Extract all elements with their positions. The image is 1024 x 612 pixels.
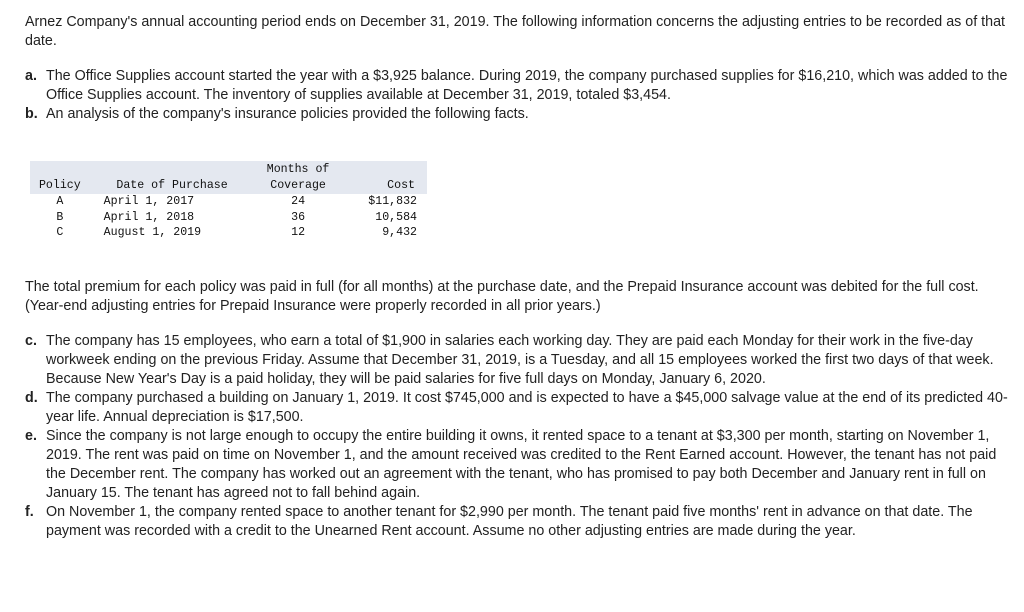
item-label-c: c. (25, 333, 37, 349)
cell-policy: C (56, 226, 64, 240)
header-months-of-coverage (254, 161, 341, 194)
cell-policy: A (56, 195, 64, 209)
item-text-a: The Office Supplies account started the year with a $3,925 balance. During 2019, the company purchased supplies for $16,210, which was added to the Office Supplies account. The inventory of supplies available at December 31, 2019, totaled $3,454. (46, 68, 1008, 103)
cell-date: April 1, 2017 (103, 195, 195, 209)
item-text-b: An analysis of the company's insurance policies provided the following facts. (46, 106, 529, 122)
cell-date: April 1, 2018 (103, 210, 195, 224)
cell-cost: $11,832 (368, 195, 417, 209)
intro-paragraph: Arnez Company's annual accounting period ends on December 31, 2019. The following information concerns the adjusting entries to be recorded as of that date. (25, 14, 1006, 49)
list-item-d (25, 389, 1015, 427)
table-row (30, 210, 427, 226)
item-text-f: On November 1, the company rented space to another tenant for $2,990 per month. The tenant paid five months' rent in advance on that date. The payment was recorded with a credit to the Unearned Rent account. Assume no other adjusting entries are made during the year. (46, 504, 973, 539)
list-item-a (25, 67, 1015, 105)
table-row (30, 194, 427, 210)
cell-cost: 10,584 (375, 210, 417, 224)
header-date-of-purchase: Date of Purchase (116, 178, 228, 192)
items-a-b-list (25, 67, 1015, 124)
cell-months: 24 (291, 195, 306, 209)
items-c-f-list (25, 332, 1015, 541)
item-text-c: The company has 15 employees, who earn a total of $1,900 in salaries each working day. They are paid each Monday for their work in the five-day workweek ending on the previous Friday. Assume that December 31, 2019, is a Tuesday, and all 15 employees worked the first two days of that week. Because New Year's Day is a paid holiday, they will be paid salaries for five full days on Monday, January 6, 2020. (46, 333, 994, 387)
item-label-b: b. (25, 106, 38, 122)
item-label-d: d. (25, 390, 38, 406)
item-label-a: a. (25, 68, 37, 84)
cell-months: 36 (291, 210, 306, 224)
table-header-row (30, 161, 427, 194)
cell-date: August 1, 2019 (103, 226, 202, 240)
list-item-b (25, 105, 1015, 124)
item-label-e: e. (25, 428, 37, 444)
item-text-e: Since the company is not large enough to occupy the entire building it owns, it rented space to a tenant at $3,300 per month, starting on November 1, 2019. The rent was paid on time on November 1, and the amount received was credited to the Rent Earned account. However, the tenant has not paid the December rent. The company has worked out an agreement with the tenant, who has promised to pay both December and January rent in full on January 15. The tenant has agreed not to fall behind again. (46, 428, 997, 501)
list-item-f (25, 503, 1015, 541)
cell-cost: 9,432 (382, 226, 417, 240)
header-cost: Cost (387, 178, 415, 192)
header-months-line2: Coverage (270, 178, 326, 192)
insurance-policy-table (30, 161, 427, 241)
premium-paragraph: The total premium for each policy was paid in full (for all months) at the purchase date, and the Prepaid Insurance account was debited for the full cost. (Year-end adjusting entries for Prepaid Insurance were properly recorded in all prior years.) (25, 279, 979, 314)
cell-months: 12 (291, 226, 306, 240)
header-policy: Policy (38, 178, 81, 192)
item-label-f: f. (25, 504, 34, 520)
list-item-c (25, 332, 1015, 389)
header-months-line1: Months of (266, 163, 330, 176)
item-text-d: The company purchased a building on January 1, 2019. It cost $745,000 and is expected to have a $45,000 salvage value at the end of its predicted 40-year life. Annual depreciation is $17,500. (46, 390, 1008, 425)
list-item-e (25, 427, 1015, 503)
cell-policy: B (56, 210, 64, 224)
table-row (30, 225, 427, 241)
